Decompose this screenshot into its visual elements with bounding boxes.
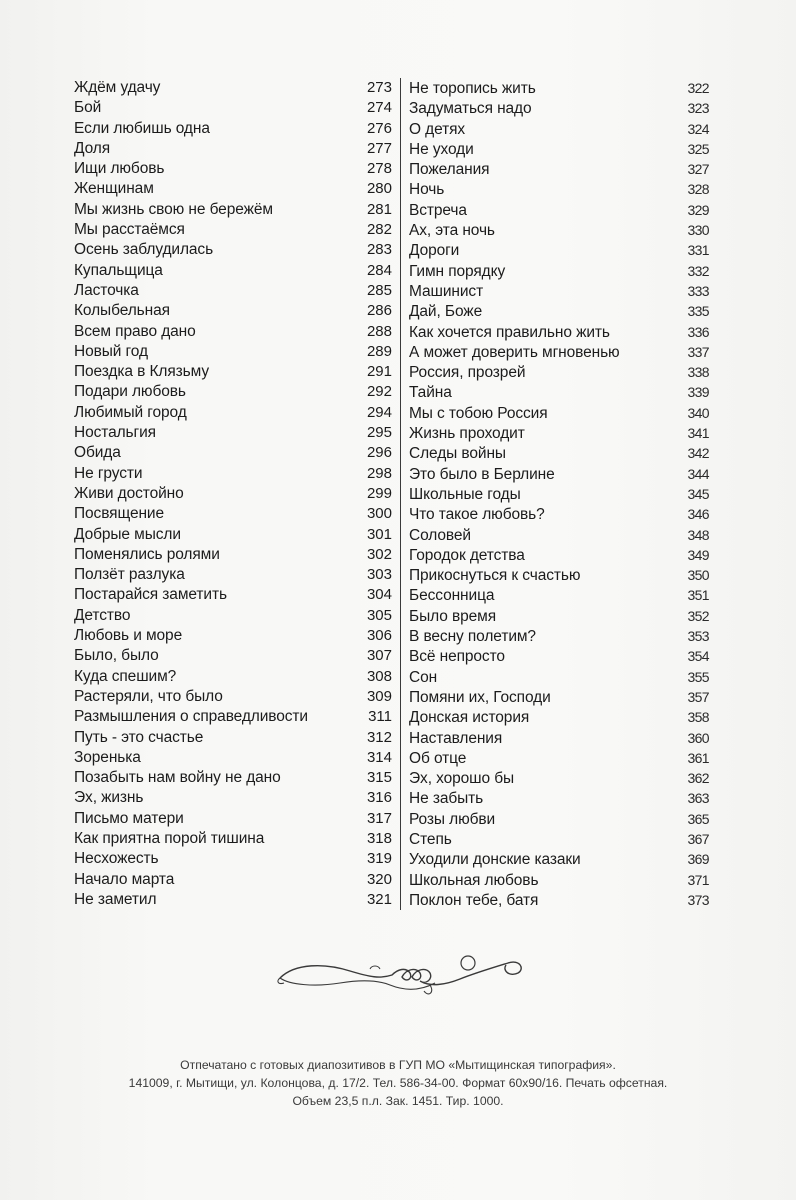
toc-entry-page-number: 281 (366, 200, 392, 218)
toc-entry (409, 788, 709, 808)
toc-entry (409, 78, 709, 98)
toc-entry-page-number: 371 (687, 871, 709, 888)
toc-entry-page-number: 365 (687, 810, 709, 827)
toc-entry (74, 525, 392, 545)
toc-entry (409, 504, 709, 524)
toc-entry-page-number: 298 (366, 464, 392, 482)
toc-entry (409, 545, 709, 565)
toc-entry-page-number: 325 (687, 140, 709, 157)
toc-entry-page-number: 360 (687, 729, 709, 746)
toc-entry-page-number: 277 (366, 139, 392, 157)
toc-entry-title: Степь (409, 830, 452, 848)
toc-entry-page-number: 312 (366, 728, 392, 746)
toc-entry-title: Поменялись ролями (74, 545, 220, 563)
toc-entry (409, 179, 709, 199)
toc-entry-page-number: 317 (366, 809, 392, 827)
toc-entry (74, 585, 392, 605)
toc-entry (74, 646, 392, 666)
toc-entry-page-number: 288 (366, 322, 392, 340)
toc-entry-title: Поклон тебе, батя (409, 891, 539, 909)
toc-entry (74, 220, 392, 240)
toc-entry-title: Ах, эта ночь (409, 222, 495, 240)
toc-entry-title: Посвящение (74, 505, 165, 523)
toc-entry-title: Ждём удачу (74, 79, 161, 96)
toc-entry-title: Ищи любовь (74, 160, 165, 178)
toc-entry (409, 362, 709, 382)
toc-entry (74, 423, 392, 443)
toc-entry-title: Зоренька (74, 748, 141, 766)
toc-entry-page-number: 335 (687, 303, 709, 320)
toc-entry (74, 870, 392, 890)
toc-entry-page-number: 329 (687, 201, 709, 218)
toc-entry-title: Пожелания (409, 161, 490, 179)
toc-entry-page-number: 273 (366, 79, 392, 96)
toc-entry-page-number: 361 (687, 749, 709, 766)
toc-entry (409, 707, 709, 727)
toc-entry-title: Бессонница (409, 587, 495, 605)
toc-entry-page-number: 341 (687, 425, 709, 442)
toc-entry-page-number: 318 (366, 829, 392, 847)
toc-entry (409, 525, 709, 545)
toc-entry-page-number: 276 (366, 119, 392, 137)
toc-entry-title: Если любишь одна (74, 119, 210, 137)
toc-entry (409, 240, 709, 260)
toc-entry (74, 545, 392, 565)
toc-entry-title: Путь - это счастье (74, 728, 204, 746)
toc-entry-title: Несхожесть (74, 850, 159, 868)
toc-entry-title: Встреча (409, 201, 467, 219)
toc-entry (409, 119, 709, 139)
toc-entry-page-number: 283 (366, 241, 392, 259)
toc-entry (74, 443, 392, 463)
toc-entry (74, 98, 392, 118)
toc-entry-page-number: 300 (366, 505, 392, 523)
toc-entry-title: Размышления о справедливости (74, 708, 308, 726)
toc-entry-title: Было время (409, 607, 496, 625)
toc-entry-title: В весну полетим? (409, 628, 536, 646)
toc-entry (74, 707, 392, 727)
toc-entry (74, 565, 392, 585)
toc-entry-page-number: 280 (366, 180, 392, 198)
toc-entry (409, 565, 709, 585)
toc-entry-page-number: 308 (366, 667, 392, 685)
toc-entry (409, 870, 709, 890)
toc-left-column (74, 78, 401, 910)
toc-right-column (401, 78, 709, 910)
toc-entry-page-number: 301 (366, 525, 392, 543)
toc-entry-title: Ночь (409, 181, 445, 199)
toc-entry-page-number: 351 (687, 587, 709, 604)
toc-entry (409, 322, 709, 342)
toc-entry-title: Любимый город (74, 403, 187, 421)
toc-entry-page-number: 315 (366, 769, 392, 787)
toc-entry-page-number: 346 (687, 506, 709, 523)
toc-entry-title: Помяни их, Господи (409, 688, 551, 706)
toc-entry-title: А может доверить мгновенью (409, 343, 620, 361)
toc-entry-title: Растеряли, что было (74, 687, 223, 705)
toc-entry-title: Детство (74, 606, 131, 624)
toc-entry (409, 139, 709, 159)
toc-entry-page-number: 362 (687, 770, 709, 787)
toc-entry (74, 464, 392, 484)
toc-entry-page-number: 363 (687, 790, 709, 807)
toc-entry (74, 768, 392, 788)
toc-entry-page-number: 278 (366, 160, 392, 178)
toc-entry-page-number: 357 (687, 688, 709, 705)
toc-entry-page-number: 284 (366, 261, 392, 279)
toc-entry-title: Эх, хорошо бы (409, 770, 515, 788)
toc-entry-title: Школьные годы (409, 485, 521, 503)
toc-entry-page-number: 348 (687, 526, 709, 543)
toc-entry-title: Подари любовь (74, 383, 186, 401)
toc-entry (409, 667, 709, 687)
imprint-line-3: Объем 23,5 п.л. Зак. 1451. Тир. 1000. (292, 1094, 504, 1108)
toc-entry (409, 98, 709, 118)
toc-entry-title: Постарайся заметить (74, 586, 227, 604)
toc-entry-page-number: 354 (687, 648, 709, 665)
toc-entry (409, 687, 709, 707)
toc-entry (409, 423, 709, 443)
toc-entry (74, 382, 392, 402)
toc-entry (409, 626, 709, 646)
toc-entry-title: Розы любви (409, 810, 496, 828)
toc-entry-title: Было, было (74, 647, 159, 665)
toc-entry-page-number: 349 (687, 546, 709, 563)
toc-entry-page-number: 321 (366, 890, 392, 908)
toc-entry-page-number: 340 (687, 404, 709, 421)
toc-entry-page-number: 352 (687, 607, 709, 624)
toc-entry-title: Обида (74, 444, 121, 462)
toc-entry (409, 403, 709, 423)
table-of-contents (74, 78, 722, 910)
toc-entry-page-number: 328 (687, 181, 709, 198)
toc-entry-page-number: 345 (687, 485, 709, 502)
toc-entry (74, 403, 392, 423)
toc-entry (74, 687, 392, 707)
toc-entry-title: Купальщица (74, 261, 163, 279)
toc-entry-page-number: 323 (687, 100, 709, 117)
toc-entry-page-number: 294 (366, 403, 392, 421)
toc-entry-page-number: 309 (366, 687, 392, 705)
toc-entry (409, 809, 709, 829)
toc-entry (409, 768, 709, 788)
toc-entry-title: Не уходи (409, 140, 474, 158)
toc-entry-title: Любовь и море (74, 627, 183, 645)
toc-entry-title: Всё непросто (409, 648, 505, 666)
toc-entry-page-number: 302 (366, 545, 392, 563)
toc-entry-page-number: 369 (687, 851, 709, 868)
toc-entry (74, 504, 392, 524)
toc-entry-page-number: 285 (366, 281, 392, 299)
toc-entry (74, 119, 392, 139)
toc-entry-title: Колыбельная (74, 302, 170, 320)
toc-entry-page-number: 350 (687, 567, 709, 584)
toc-entry-page-number: 355 (687, 668, 709, 685)
toc-entry-page-number: 337 (687, 343, 709, 360)
toc-entry (409, 728, 709, 748)
toc-entry (74, 139, 392, 159)
toc-entry-title: Поездка в Клязьму (74, 363, 209, 381)
toc-entry (409, 261, 709, 281)
imprint-line-1: Отпечатано с готовых диапозитивов в ГУП МО «Мытищинская типография». (180, 1058, 616, 1072)
toc-entry-page-number: 305 (366, 606, 392, 624)
toc-entry-page-number: 314 (366, 748, 392, 766)
toc-entry (74, 667, 392, 687)
toc-entry-title: Тайна (409, 384, 452, 402)
toc-entry-title: Как хочется правильно жить (409, 323, 610, 341)
imprint-line-2: 141009, г. Мытищи, ул. Колонцова, д. 17/2. Тел. 586-34-00. Формат 60x90/16. Печать офсетная. (128, 1076, 668, 1090)
toc-entry-title: Осень заблудилась (74, 241, 214, 259)
toc-entry (409, 849, 709, 869)
toc-entry-page-number: 306 (366, 627, 392, 645)
toc-entry-page-number: 316 (366, 789, 392, 807)
toc-entry-page-number: 286 (366, 302, 392, 320)
toc-entry-page-number: 324 (687, 120, 709, 137)
toc-entry-title: Не забыть (409, 790, 484, 808)
toc-entry (74, 322, 392, 342)
toc-entry-title: Письмо матери (74, 809, 184, 827)
printing-imprint (0, 1056, 796, 1110)
toc-entry-page-number: 274 (366, 99, 392, 117)
toc-entry-page-number: 295 (366, 424, 392, 442)
toc-entry-page-number: 330 (687, 222, 709, 239)
toc-entry-page-number: 282 (366, 221, 392, 239)
toc-entry-title: Добрые мысли (74, 525, 181, 543)
toc-entry (409, 159, 709, 179)
toc-entry-page-number: 289 (366, 342, 392, 360)
toc-entry-page-number: 304 (366, 586, 392, 604)
toc-entry-page-number: 292 (366, 383, 392, 401)
toc-entry (74, 362, 392, 382)
toc-entry-page-number: 344 (687, 465, 709, 482)
toc-entry-page-number: 342 (687, 445, 709, 462)
toc-entry (74, 788, 392, 808)
toc-entry-title: Куда спешим? (74, 667, 177, 685)
toc-entry-title: Мы жизнь свою не бережём (74, 200, 273, 218)
toc-entry (74, 159, 392, 179)
toc-entry (409, 484, 709, 504)
toc-entry (409, 464, 709, 484)
toc-entry-title: Позабыть нам войну не дано (74, 769, 281, 787)
toc-entry (409, 200, 709, 220)
toc-entry-title: Сон (409, 668, 438, 686)
toc-entry-title: Машинист (409, 282, 484, 300)
toc-entry (74, 261, 392, 281)
toc-entry-title: Донская история (409, 709, 530, 727)
toc-entry-page-number: 327 (687, 161, 709, 178)
toc-entry (74, 606, 392, 626)
toc-entry-title: Жизнь проходит (409, 425, 525, 443)
toc-entry (74, 301, 392, 321)
toc-entry-page-number: 303 (366, 566, 392, 584)
toc-entry-page-number: 336 (687, 323, 709, 340)
toc-entry-page-number: 373 (687, 891, 709, 908)
toc-entry-title: Не грусти (74, 464, 143, 482)
toc-entry (74, 240, 392, 260)
toc-entry-page-number: 339 (687, 384, 709, 401)
toc-entry-title: Что такое любовь? (409, 506, 545, 524)
toc-entry (74, 728, 392, 748)
toc-entry-title: Уходили донские казаки (409, 851, 581, 869)
toc-entry-title: Ласточка (74, 281, 139, 299)
toc-entry-title: Эх, жизнь (74, 789, 144, 807)
toc-entry (74, 179, 392, 199)
decorative-flourish-ornament (270, 945, 530, 1005)
toc-entry (74, 809, 392, 829)
toc-entry-title: Соловей (409, 526, 471, 544)
toc-entry-title: Дай, Боже (409, 303, 483, 321)
toc-entry-title: Задуматься надо (409, 100, 532, 118)
toc-entry (74, 626, 392, 646)
toc-entry-title: Не заметил (74, 890, 157, 908)
toc-entry-title: Бой (74, 99, 102, 117)
toc-entry-title: Новый год (74, 342, 148, 360)
toc-entry (409, 301, 709, 321)
toc-entry-title: Россия, прозрей (409, 364, 526, 382)
toc-entry-page-number: 338 (687, 364, 709, 381)
toc-entry-page-number: 333 (687, 282, 709, 299)
toc-entry-title: Мы с тобою Россия (409, 404, 548, 422)
toc-entry (409, 748, 709, 768)
toc-entry-page-number: 299 (366, 484, 392, 502)
toc-entry-title: Как приятна порой тишина (74, 829, 265, 847)
toc-entry-page-number: 322 (687, 80, 709, 96)
toc-entry (409, 281, 709, 301)
toc-entry-title: Это было в Берлине (409, 465, 555, 483)
toc-entry-title: Гимн порядку (409, 262, 506, 280)
toc-entry-page-number: 296 (366, 444, 392, 462)
toc-entry-page-number: 358 (687, 709, 709, 726)
toc-entry-title: Начало марта (74, 870, 175, 888)
toc-entry-title: Ностальгия (74, 424, 156, 442)
toc-entry-title: Доля (74, 139, 110, 157)
toc-entry-title: Не торопись жить (409, 80, 536, 97)
toc-entry (409, 890, 709, 910)
toc-entry-page-number: 367 (687, 830, 709, 847)
toc-entry-title: Живи достойно (74, 484, 184, 502)
toc-entry (74, 342, 392, 362)
toc-entry (409, 382, 709, 402)
toc-entry-title: Мы расстаёмся (74, 221, 185, 239)
toc-entry (409, 606, 709, 626)
toc-entry (74, 849, 392, 869)
toc-entry (74, 890, 392, 910)
toc-entry (409, 443, 709, 463)
toc-entry-title: Следы войны (409, 445, 506, 463)
toc-entry-page-number: 331 (687, 242, 709, 259)
toc-entry (409, 342, 709, 362)
toc-entry (409, 220, 709, 240)
toc-entry-title: Женщинам (74, 180, 154, 198)
toc-entry-title: Всем право дано (74, 322, 196, 340)
toc-entry (74, 281, 392, 301)
toc-entry-page-number: 353 (687, 628, 709, 645)
toc-entry (74, 748, 392, 768)
toc-entry (74, 200, 392, 220)
toc-entry-title: Ползёт разлука (74, 566, 185, 584)
toc-entry (409, 646, 709, 666)
toc-entry-title: Дороги (409, 242, 460, 260)
toc-entry (409, 585, 709, 605)
toc-entry-page-number: 320 (366, 870, 392, 888)
toc-entry (74, 829, 392, 849)
toc-entry-page-number: 311 (368, 708, 392, 726)
toc-entry-title: Об отце (409, 749, 467, 767)
toc-entry-page-number: 307 (366, 647, 392, 665)
toc-entry (74, 484, 392, 504)
toc-entry-title: Наставления (409, 729, 503, 747)
toc-entry (74, 78, 392, 98)
toc-entry-page-number: 291 (366, 363, 392, 381)
toc-entry-title: Городок детства (409, 546, 525, 564)
toc-entry-title: О детях (409, 120, 466, 138)
toc-entry-page-number: 332 (687, 262, 709, 279)
toc-entry (409, 829, 709, 849)
toc-entry-page-number: 319 (366, 850, 392, 868)
toc-entry-title: Прикоснуться к счастью (409, 567, 581, 585)
toc-entry-title: Школьная любовь (409, 871, 539, 889)
